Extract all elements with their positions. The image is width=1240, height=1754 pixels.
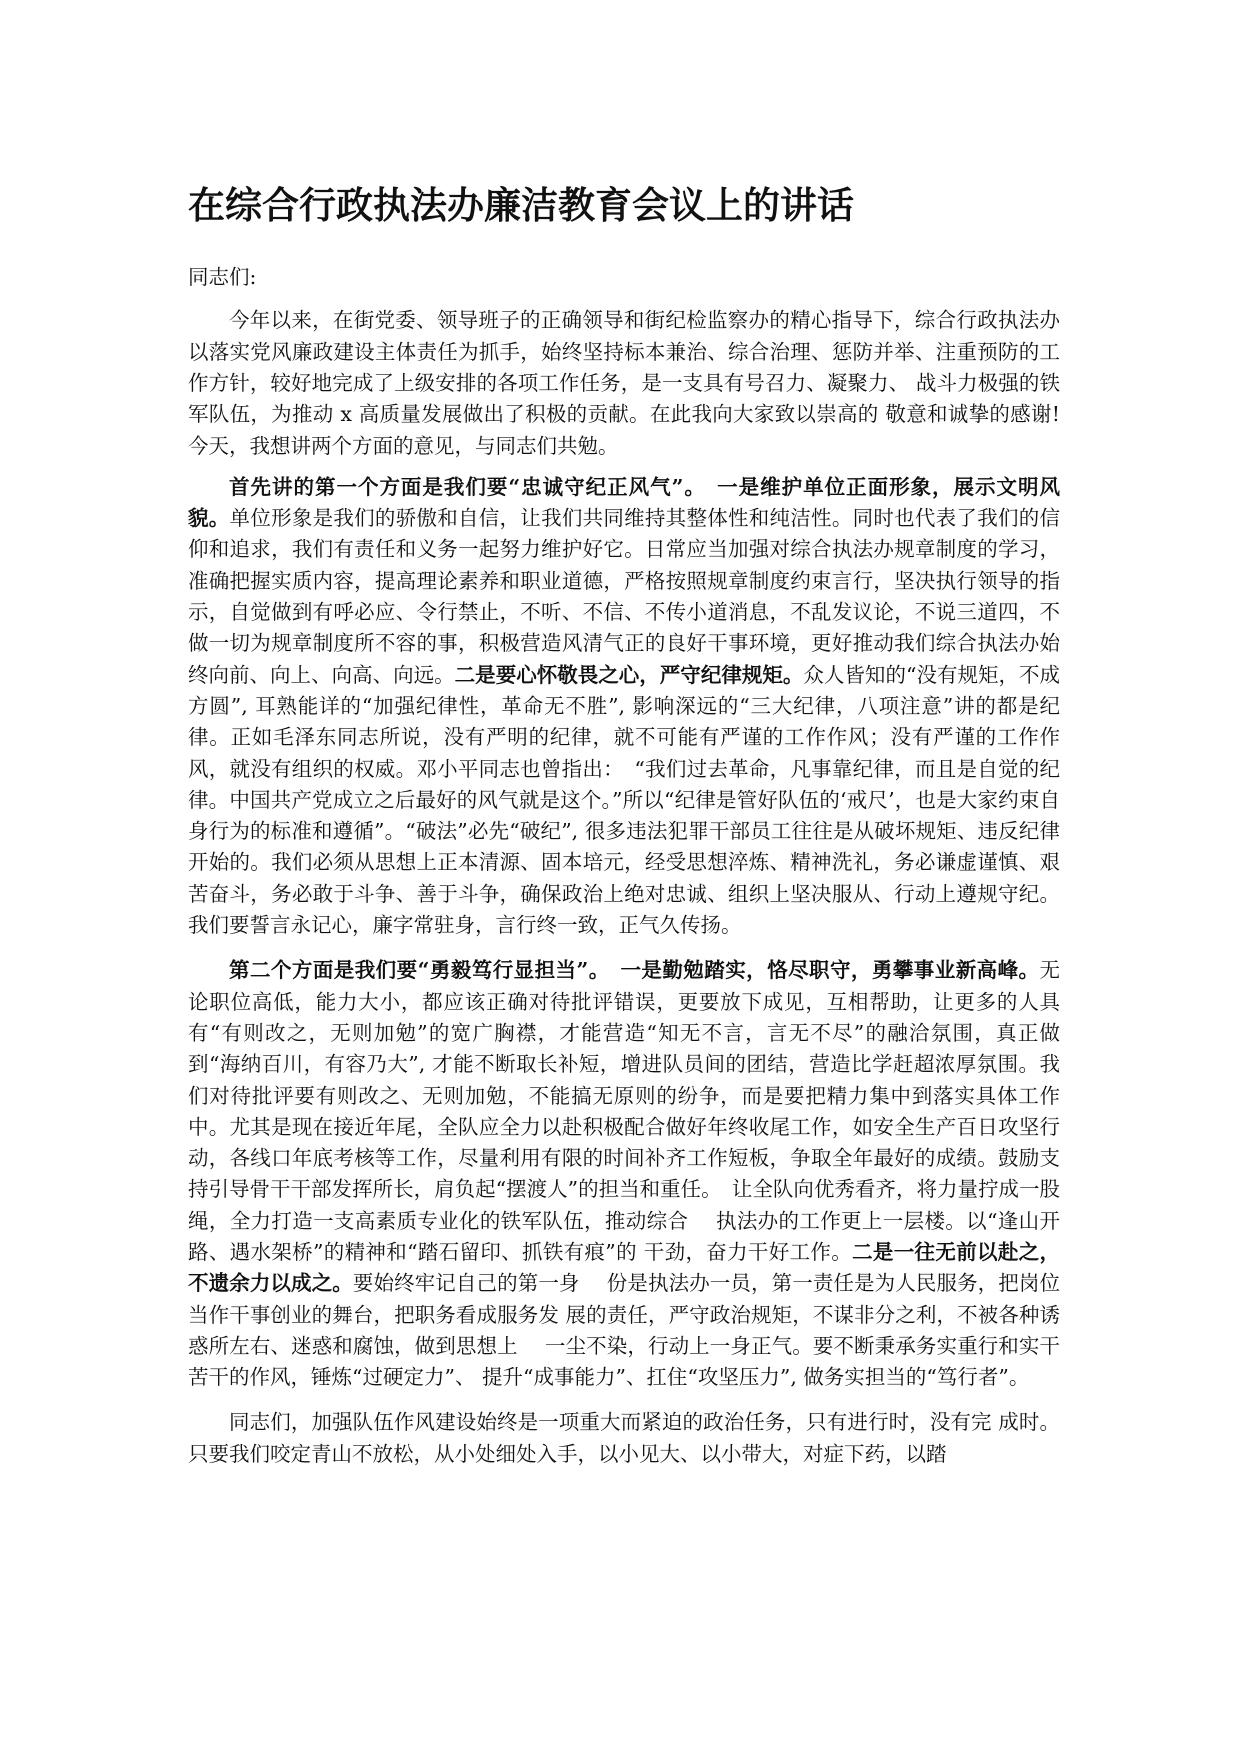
first-aspect-heading: 首先讲的第一个方面是我们要“忠诚守纪正风气”。 — [229, 474, 696, 499]
first-aspect-point-1-title: 一是维护单位正面形象，展示文明风貌。 — [188, 474, 1061, 531]
salutation: 同志们: — [188, 265, 257, 290]
document-page — [188, 184, 1060, 1480]
document-title: 在综合行政执法办廉洁教育会议上的讲话 — [188, 184, 854, 227]
paragraph-second-aspect — [188, 955, 1060, 1393]
paragraph-first-aspect — [188, 472, 1060, 941]
paragraph-intro-text: 今年以来，在街党委、领导班子的正确领导和街纪检监察办的精心指导下，综合行政执法办以落实党风廉政建设主体责任为抓手，始终坚持标本兼治、综合治理、惩防并举、注重预防的工作方针，较好地完成了上级安排的各项工作任务，是一支具有号召力、凝聚力、 战斗力极强的铁军队伍，为推动 x 高质量发展做出了积极的贡献。在此我向大家致以崇高的 敬意和诚挚的感谢! 今天，我想讲两个方面的意见，与同志们共勉。 — [188, 308, 1060, 458]
second-aspect-heading: 第二个方面是我们要“勇毅笃行显担当”。 — [229, 958, 600, 983]
second-aspect-point-1-title: 一是勤勉踏实，恪尽职守，勇攀事业新高峰。 — [620, 958, 1040, 983]
first-aspect-point-2-title: 二是要心怀敬畏之心，严守纪律规矩。 — [454, 662, 804, 687]
paragraph-closing — [188, 1407, 1060, 1470]
second-aspect-point-1-text: 无论职位高低，能力大小，都应该正确对待批评错误，更要放下成见，互相帮助，让更多的人具有“有则改之，无则加勉”的宽广胸襟，才能营造“知无不言，言无不尽”的融洽氛围，真正做到“海纳百川，有容乃大”, 才能不断取长补短，增进队员间的团结，营造比学赶超浓厚氛围。我们对待批评要有则改之、无则加勉，不能搞无原则的纷争，而是要把精力集中到落实具体工作中。尤其是现在接近年尾，全队应全力以赴积极配合做好年终收尾工作，如安全生产百日攻坚行动，各线口年底考核等工作，尽量利用有限的时间补齐工作短板，争取全年最好的成绩。鼓励支持引导骨干干部发挥所长，肩负起“摆渡人”的担当和重任。 让全队向优秀看齐，将力量拧成一股绳，全力打造一支高素质专业化的铁军队伍，推动综合 执法办的工作更上一层楼。以“逢山开路、遇水架桥”的精神和“踏石留印、抓铁有痕”的 干劲，奋力干好工作。 — [188, 958, 1061, 1264]
first-aspect-point-1-text: 单位形象是我们的骄傲和自信，让我们共同维持其整体性和纯洁性。同时也代表了我们的信仰和追求，我们有责任和义务一起努力维护好它。日常应当加强对综合执法办规章制度的学习，准确把握实质内容，提高理论素养和职业道德，严格按照规章制度约束言行，坚决执行领导的指示，自觉做到有呼必应、令行禁止，不听、不信、不传小道消息，不乱发议论，不说三道四，不做一切为规章制度所不容的事，积极营造风清气正的良好干事环境，更好推动我们综合执法办始终向前、向上、向高、向远。 — [188, 506, 1061, 687]
second-aspect-point-2-title: 二是一往无前以赴之，不遗余力以成之。 — [188, 1240, 1060, 1296]
second-aspect-point-2-text: 要始终牢记自己的第一身 份是执法办一员，第一责任是为人民服务，把岗位当作干事创业的舞台，把职务看成服务发 展的责任，严守政治规矩，不谋非分之利，不被各种诱惑所左右、迷惑和腐蚀，做到思想上 一尘不染，行动上一身正气。要不断秉承务实重行和实干苦干的作风，锤炼“过硬定力”、 提升“成事能力”、扛住“攻坚压力”, 做务实担当的“笃行者”。 — [188, 1271, 1061, 1390]
paragraph-closing-text: 同志们，加强队伍作风建设始终是一项重大而紧迫的政治任务，只有进行时，没有完 成时。只要我们咬定青山不放松，从小处细处入手，以小见大、以小带大，对症下药，以踏 — [188, 1410, 1060, 1466]
paragraph-intro — [188, 305, 1060, 461]
first-aspect-point-2-text: 众人皆知的“没有规矩，不成方圆”, 耳熟能详的“加强纪律性，革命无不胜”, 影响深远的“三大纪律，八项注意”讲的都是纪律。正如毛泽东同志所说，没有严明的纪律，就不可能有严谨的工作作风；没有严谨的工作作风，就没有组织的权威。邓小平同志也曾指出： “我们过去革命，凡事靠纪律，而且是自觉的纪律。中国共产党成立之后最好的风气就是这个。”所以“纪律是管好队伍的‘戒尺’，也是大家约束自身行为的标准和遵循”。“破法”必先“破纪”, 很多违法犯罪干部员工往往是从破坏规矩、违反纪律开始的。我们必须从思想上正本清源、固本培元，经受思想淬炼、精神洗礼，务必谦虚谨慎、艰苦奋斗，务必敢于斗争、善于斗争，确保政治上绝对忠诚、组织上坚决服从、行动上遵规守纪。我们要誓言永记心，廉字常驻身，言行终一致，正气久传扬。 — [188, 662, 1061, 938]
